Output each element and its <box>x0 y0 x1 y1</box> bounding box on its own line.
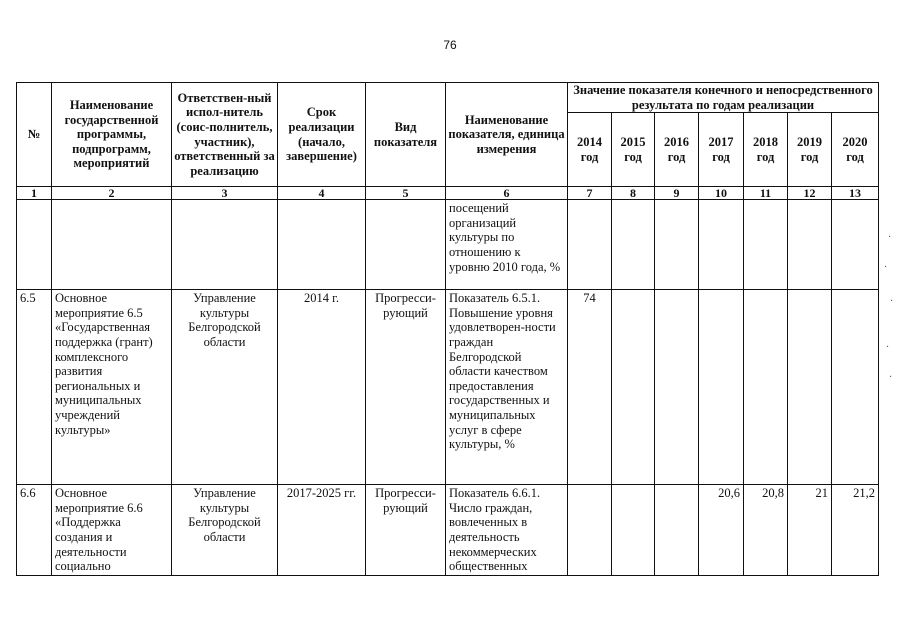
header-name: Наименование государственной программы, подпрограмм, мероприятий <box>52 83 172 187</box>
row-name: Основное мероприятие 6.5 «Государственная поддержка (грант) комплексного развития региональных и муниципальных учреждений культуры» <box>52 290 172 485</box>
row-value <box>655 200 699 290</box>
column-numbers-row <box>17 187 879 200</box>
header-year: 2019 год <box>788 113 832 187</box>
header-year: 2018 год <box>744 113 788 187</box>
row-name <box>52 200 172 290</box>
row-value: 21 <box>788 485 832 576</box>
row-type: Прогресси-рующий <box>366 485 446 576</box>
header-year: 2015 год <box>612 113 655 187</box>
row-value <box>744 290 788 485</box>
scan-speck: · <box>884 262 888 273</box>
column-number: 5 <box>366 187 446 200</box>
column-number: 6 <box>446 187 568 200</box>
column-number: 10 <box>699 187 744 200</box>
row-term: 2017-2025 гг. <box>278 485 366 576</box>
header-year: 2020 год <box>832 113 879 187</box>
row-value <box>832 290 879 485</box>
row-value <box>699 200 744 290</box>
row-value: 74 <box>568 290 612 485</box>
page-number: 76 <box>443 38 457 52</box>
table-row <box>17 290 879 485</box>
row-value <box>744 200 788 290</box>
column-number: 2 <box>52 187 172 200</box>
row-no: 6.5 <box>17 290 52 485</box>
column-number: 9 <box>655 187 699 200</box>
indicators-table <box>16 82 879 576</box>
scan-speck: · <box>886 342 890 353</box>
row-value <box>612 200 655 290</box>
column-number: 3 <box>172 187 278 200</box>
row-no <box>17 200 52 290</box>
header-no: № <box>17 83 52 187</box>
header-responsible: Ответствен-ный испол-нитель (соис-полнитель, участник), ответственный за реализацию <box>172 83 278 187</box>
column-number: 7 <box>568 187 612 200</box>
row-value: 20,6 <box>699 485 744 576</box>
header-values-group: Значение показателя конечного и непосредственного результата по годам реализации <box>568 83 879 113</box>
row-indicator: Показатель 6.6.1. Число граждан, вовлеченных в деятельность некоммерческих общественных <box>446 485 568 576</box>
row-type <box>366 200 446 290</box>
header-term: Срок реализации (начало, завершение) <box>278 83 366 187</box>
row-value <box>568 485 612 576</box>
header-indicator: Наименование показателя, единица измерения <box>446 83 568 187</box>
column-number: 8 <box>612 187 655 200</box>
column-number: 1 <box>17 187 52 200</box>
column-number: 4 <box>278 187 366 200</box>
row-indicator: посещений организаций культуры по отношению к уровню 2010 года, % <box>446 200 568 290</box>
row-value <box>655 290 699 485</box>
row-responsible: Управление культуры Белгородской области <box>172 485 278 576</box>
row-value: 20,8 <box>744 485 788 576</box>
row-value <box>612 290 655 485</box>
row-indicator: Показатель 6.5.1. Повышение уровня удовлетворен-ности граждан Белгородской области качеством предоставления государственных и муниципальных услуг в сфере культуры, % <box>446 290 568 485</box>
row-value <box>788 290 832 485</box>
scan-speck: · <box>888 232 892 243</box>
row-term <box>278 200 366 290</box>
row-responsible <box>172 200 278 290</box>
row-type: Прогресси-рующий <box>366 290 446 485</box>
row-term: 2014 г. <box>278 290 366 485</box>
column-number: 11 <box>744 187 788 200</box>
header-row <box>17 83 879 113</box>
header-year: 2017 год <box>699 113 744 187</box>
row-no: 6.6 <box>17 485 52 576</box>
column-number: 12 <box>788 187 832 200</box>
row-name: Основное мероприятие 6.6 «Поддержка создания и деятельности социально <box>52 485 172 576</box>
table-row <box>17 485 879 576</box>
row-value <box>655 485 699 576</box>
header-year: 2014 год <box>568 113 612 187</box>
header-year: 2016 год <box>655 113 699 187</box>
row-value <box>788 200 832 290</box>
column-number: 13 <box>832 187 879 200</box>
table-row <box>17 200 879 290</box>
scan-speck: · <box>890 296 894 307</box>
row-value <box>699 290 744 485</box>
row-value <box>568 200 612 290</box>
header-type: Вид показателя <box>366 83 446 187</box>
row-responsible: Управление культуры Белгородской области <box>172 290 278 485</box>
row-value: 21,2 <box>832 485 879 576</box>
row-value <box>612 485 655 576</box>
scan-speck: · <box>889 372 893 383</box>
row-value <box>832 200 879 290</box>
